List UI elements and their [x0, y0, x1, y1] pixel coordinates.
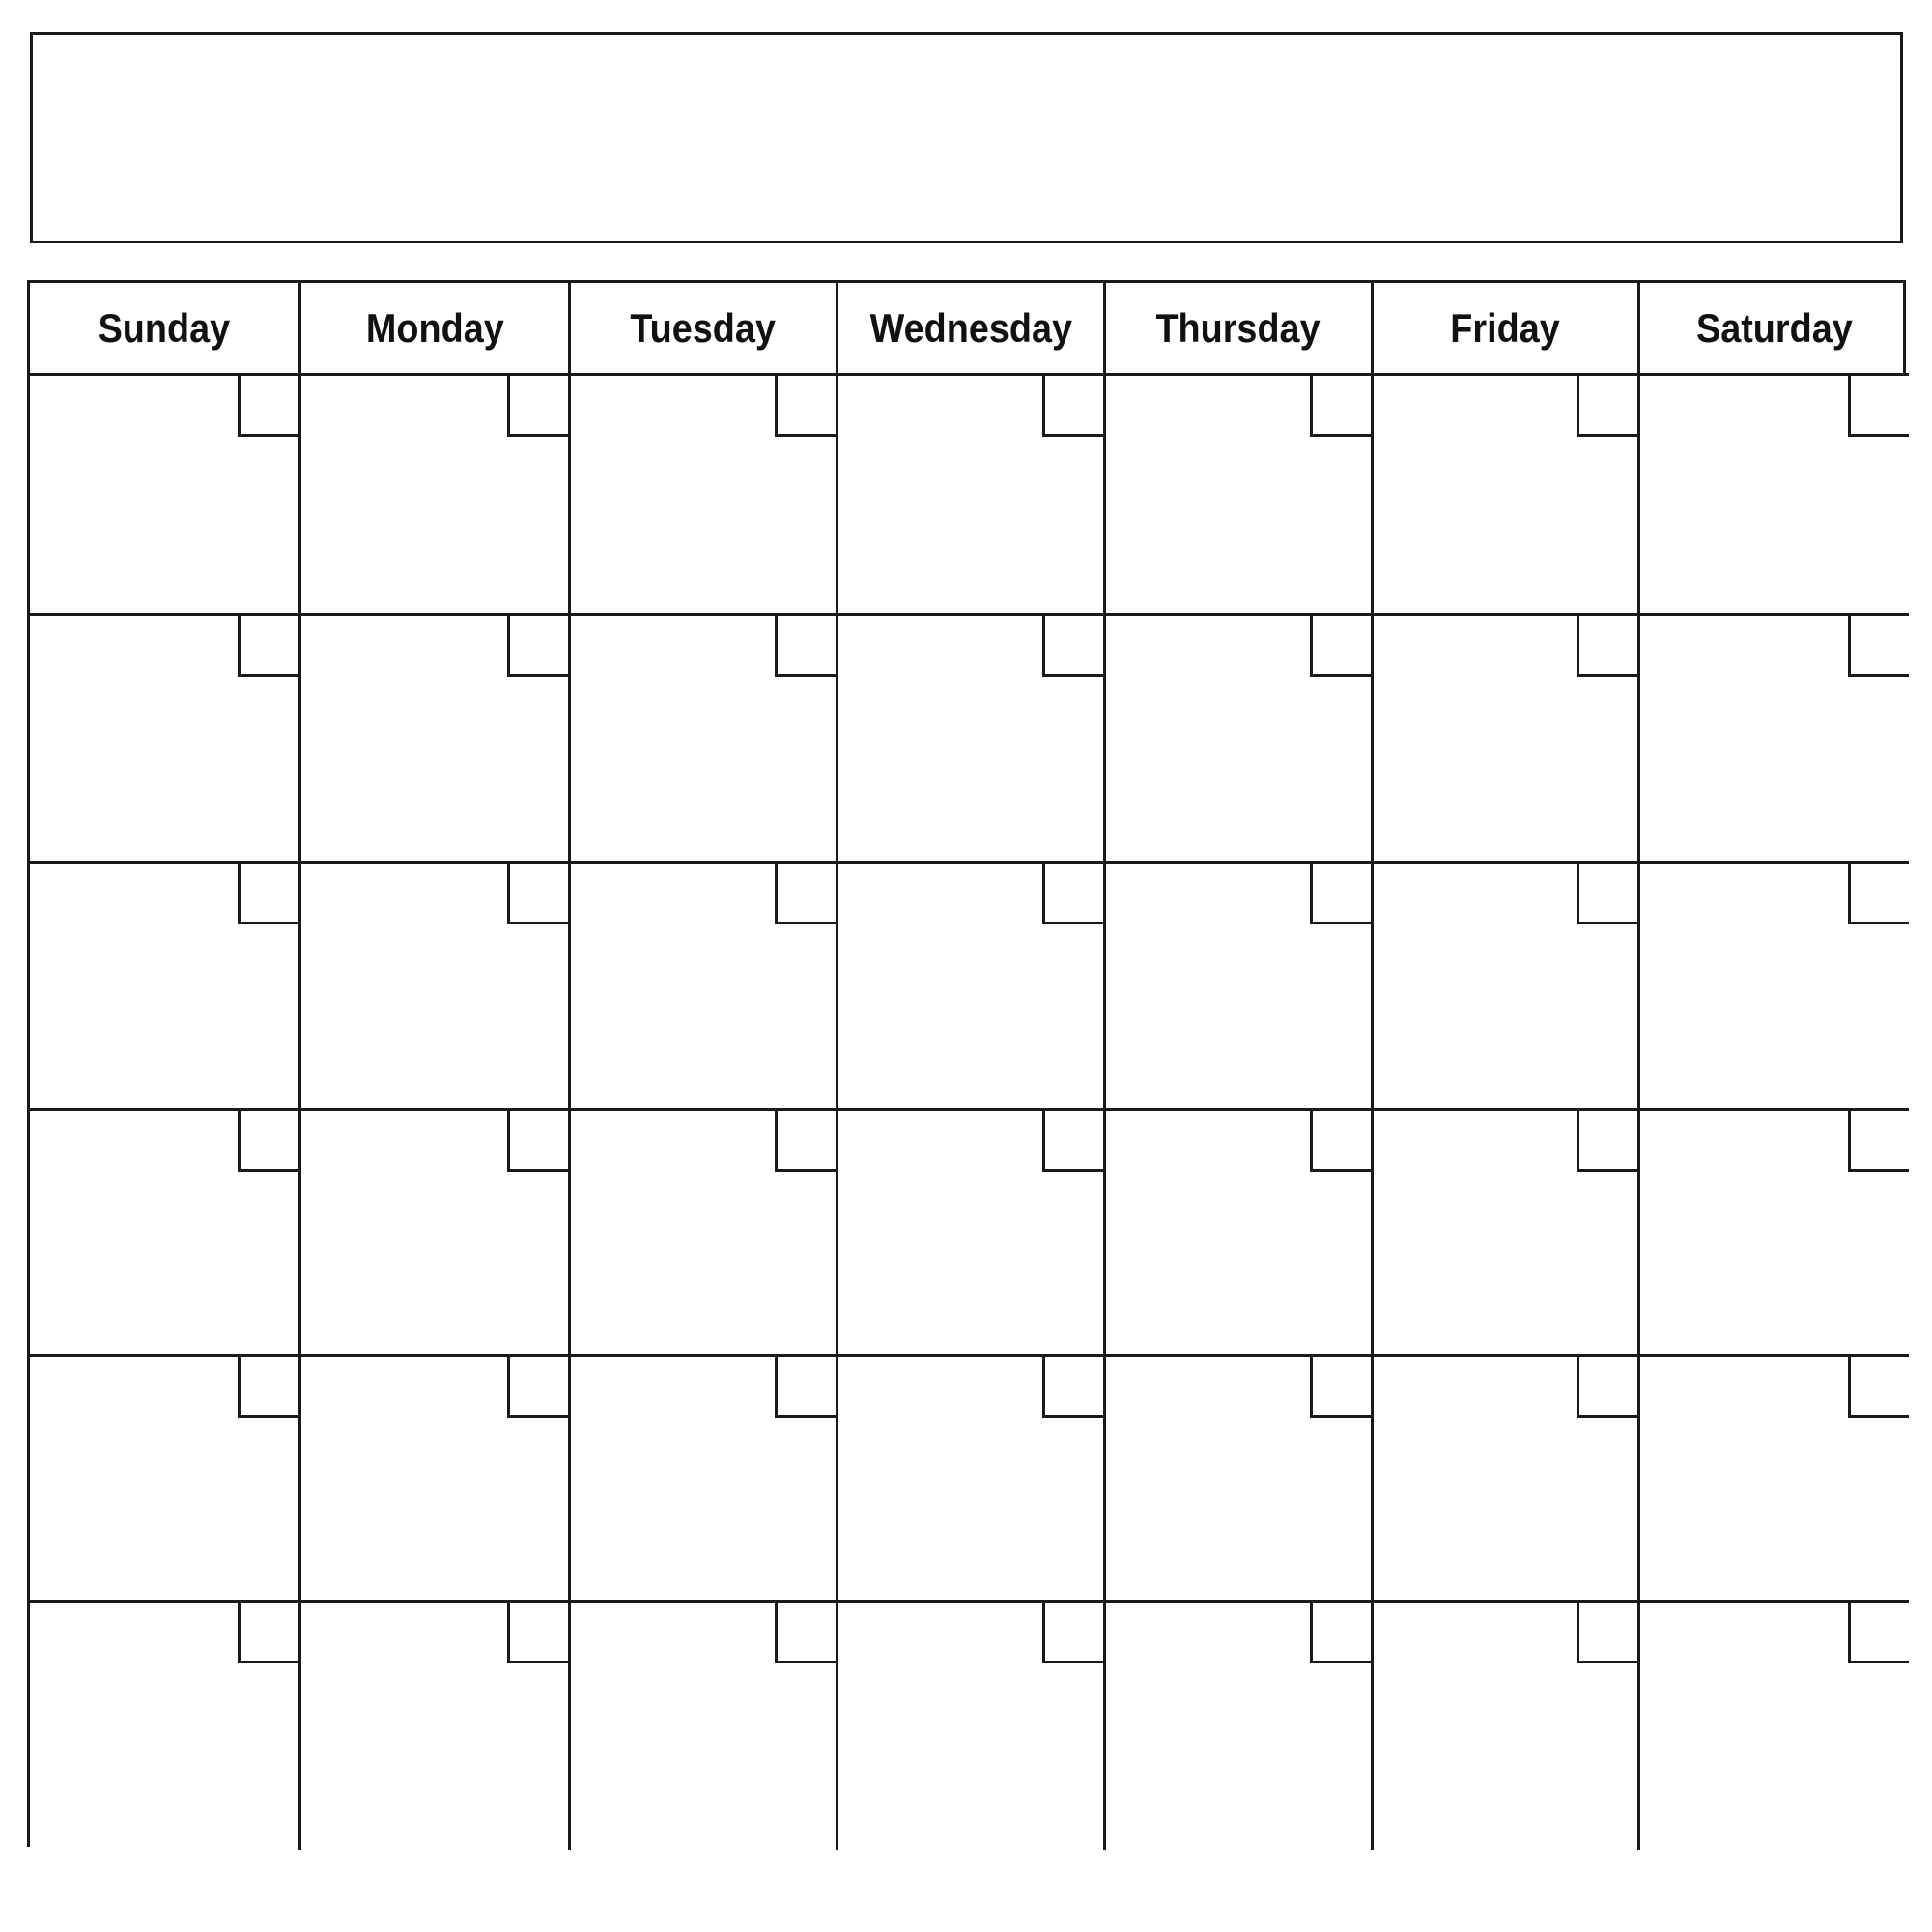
day-cell [1640, 1357, 1909, 1603]
date-number-box [1577, 376, 1637, 437]
day-cell [1640, 376, 1909, 616]
date-number-box [238, 864, 298, 924]
date-number-box [1848, 1111, 1909, 1172]
header-friday [1374, 283, 1640, 376]
date-number-box [775, 376, 836, 437]
date-number-box [1310, 1357, 1371, 1418]
day-cell [1374, 864, 1640, 1111]
weekday-label: Tuesday [630, 304, 777, 351]
day-cell [571, 376, 838, 616]
date-number-box [1848, 616, 1909, 677]
day-cell [571, 864, 838, 1111]
header-sunday [30, 283, 301, 376]
date-number-box [1577, 1111, 1637, 1172]
day-cell [30, 1603, 301, 1850]
day-cell [838, 864, 1106, 1111]
header-monday [301, 283, 571, 376]
day-cell [1106, 1603, 1374, 1850]
date-number-box [238, 1603, 298, 1663]
date-number-box [1310, 864, 1371, 924]
day-cell [30, 376, 301, 616]
weekday-label: Thursday [1155, 304, 1321, 351]
date-number-box [507, 1357, 568, 1418]
day-cell [571, 616, 838, 864]
day-cell [838, 1111, 1106, 1357]
date-number-box [507, 376, 568, 437]
day-cell [30, 616, 301, 864]
day-cell [838, 1603, 1106, 1850]
weekday-label: Wednesday [869, 304, 1072, 351]
date-number-box [1310, 1111, 1371, 1172]
day-cell [1640, 1603, 1909, 1850]
day-cell [571, 1357, 838, 1603]
day-cell [30, 864, 301, 1111]
header-thursday [1106, 283, 1374, 376]
date-number-box [507, 1111, 568, 1172]
day-cell [1106, 376, 1374, 616]
day-cell [1374, 1603, 1640, 1850]
day-cell [1374, 1111, 1640, 1357]
calendar-grid [27, 280, 1906, 1847]
day-cell [1640, 1111, 1909, 1357]
date-number-box [238, 376, 298, 437]
weekday-label: Saturday [1696, 304, 1853, 351]
date-number-box [775, 1111, 836, 1172]
date-number-box [775, 1357, 836, 1418]
day-cell [1106, 616, 1374, 864]
day-cell [30, 1357, 301, 1603]
date-number-box [238, 1111, 298, 1172]
date-number-box [1848, 376, 1909, 437]
weekday-label: Monday [365, 304, 504, 351]
weekday-label: Sunday [98, 304, 231, 351]
date-number-box [1848, 1603, 1909, 1663]
header-wednesday [838, 283, 1106, 376]
day-cell [1374, 616, 1640, 864]
date-number-box [507, 616, 568, 677]
date-number-box [1577, 616, 1637, 677]
date-number-box [507, 1603, 568, 1663]
date-number-box [507, 864, 568, 924]
day-cell [301, 1111, 571, 1357]
day-cell [838, 1357, 1106, 1603]
date-number-box [775, 616, 836, 677]
date-number-box [1310, 376, 1371, 437]
date-number-box [1310, 1603, 1371, 1663]
day-cell [30, 1111, 301, 1357]
date-number-box [775, 864, 836, 924]
day-cell [301, 376, 571, 616]
date-number-box [1042, 376, 1103, 437]
day-cell [301, 1357, 571, 1603]
day-cell [1640, 864, 1909, 1111]
day-cell [838, 616, 1106, 864]
day-cell [571, 1603, 838, 1850]
weekday-label: Friday [1450, 304, 1561, 351]
date-number-box [1848, 864, 1909, 924]
date-number-box [1577, 1357, 1637, 1418]
date-number-box [238, 1357, 298, 1418]
day-cell [1106, 1111, 1374, 1357]
day-cell [1640, 616, 1909, 864]
header-tuesday [571, 283, 838, 376]
day-cell [1106, 864, 1374, 1111]
date-number-box [1042, 864, 1103, 924]
date-number-box [1042, 1603, 1103, 1663]
day-cell [301, 864, 571, 1111]
day-cell [1374, 376, 1640, 616]
month-title-box [30, 32, 1903, 243]
day-cell [1106, 1357, 1374, 1603]
date-number-box [1310, 616, 1371, 677]
date-number-box [1848, 1357, 1909, 1418]
date-number-box [775, 1603, 836, 1663]
date-number-box [1042, 1111, 1103, 1172]
day-cell [301, 616, 571, 864]
date-number-box [238, 616, 298, 677]
date-number-box [1577, 1603, 1637, 1663]
day-cell [1374, 1357, 1640, 1603]
day-cell [571, 1111, 838, 1357]
day-cell [301, 1603, 571, 1850]
date-number-box [1577, 864, 1637, 924]
day-cell [838, 376, 1106, 616]
date-number-box [1042, 616, 1103, 677]
header-saturday [1640, 283, 1909, 376]
date-number-box [1042, 1357, 1103, 1418]
